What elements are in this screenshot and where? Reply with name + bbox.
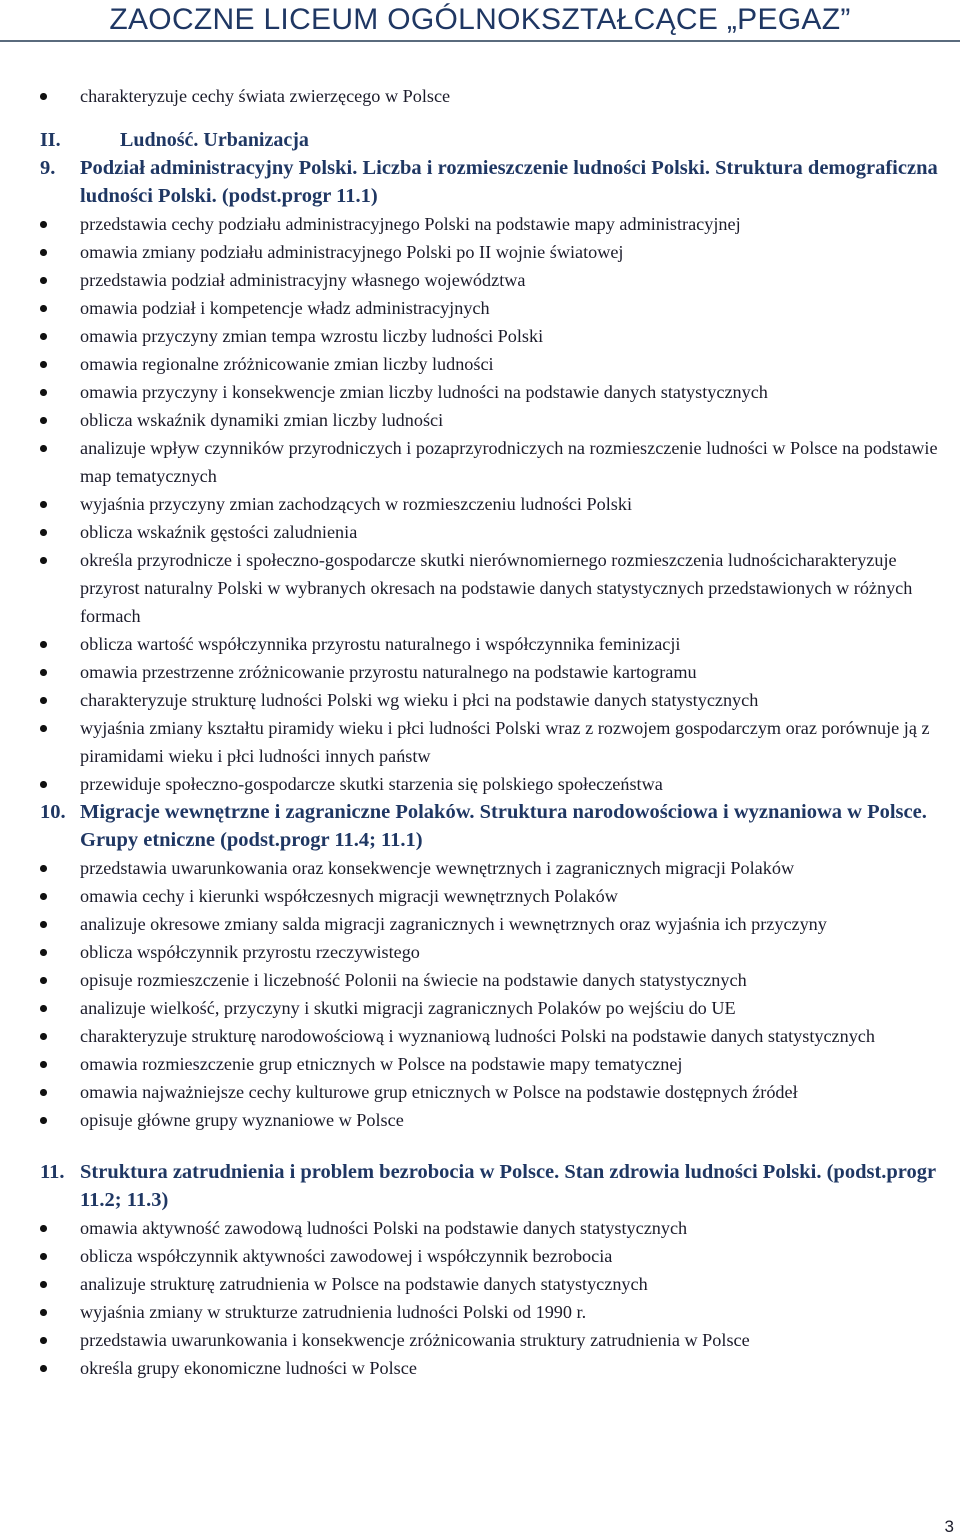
list-item: przedstawia uwarunkowania oraz konsekwencje wewnętrznych i zagranicznych migracji Polaków [0, 854, 960, 882]
section-number: 9. [40, 157, 56, 179]
list-item: omawia zmiany podziału administracyjnego Polski po II wojnie światowej [0, 238, 960, 266]
list-item: wyjaśnia zmiany w strukturze zatrudnienia ludności Polski od 1990 r. [0, 1298, 960, 1326]
section-number: 10. [40, 801, 66, 823]
list-item: opisuje rozmieszczenie i liczebność Polonii na świecie na podstawie danych statystycznych [0, 966, 960, 994]
part-title: Ludność. Urbanizacja [120, 129, 309, 151]
list-item: określa grupy ekonomiczne ludności w Polsce [0, 1354, 960, 1382]
list-item: omawia aktywność zawodową ludności Polski na podstawie danych statystycznych [0, 1214, 960, 1242]
list-item: przedstawia uwarunkowania i konsekwencje zróżnicowania struktury zatrudnienia w Polsce [0, 1326, 960, 1354]
list-item: wyjaśnia przyczyny zmian zachodzących w rozmieszczeniu ludności Polski [0, 490, 960, 518]
list-item: charakteryzuje strukturę ludności Polski wg wieku i płci na podstawie danych statystycznych [0, 686, 960, 714]
list-item: analizuje wpływ czynników przyrodniczych i pozaprzyrodniczych na rozmieszczenie ludności w Polsce na podstawie map tematycznych [0, 434, 960, 490]
document-content [0, 82, 960, 1382]
list-item: omawia regionalne zróżnicowanie zmian liczby ludności [0, 350, 960, 378]
section-heading-11 [0, 1158, 960, 1214]
page-number: 3 [944, 1517, 954, 1536]
list-item: określa przyrodnicze i społeczno-gospodarcze skutki nierównomiernego rozmieszczenia ludnościcharakteryzuje przyrost naturalny Polski w wybranych okresach na podstawie danych statystycznych przedstawionych w różnych formach [0, 546, 960, 630]
section-number: 11. [40, 1161, 65, 1183]
list-item: przewiduje społeczno-gospodarcze skutki starzenia się polskiego społeczeństwa [0, 770, 960, 798]
section-heading-9 [0, 154, 960, 210]
list-item: analizuje okresowe zmiany salda migracji zagranicznych i wewnętrznych oraz wyjaśnia ich przyczyny [0, 910, 960, 938]
list-item: oblicza wskaźnik gęstości zaludnienia [0, 518, 960, 546]
list-item: oblicza współczynnik aktywności zawodowej i współczynnik bezrobocia [0, 1242, 960, 1270]
section-10-list [0, 854, 960, 1134]
part-number: II. [40, 129, 61, 151]
list-item: omawia przyczyny i konsekwencje zmian liczby ludności na podstawie danych statystycznych [0, 378, 960, 406]
list-item: analizuje strukturę zatrudnienia w Polsce na podstawie danych statystycznych [0, 1270, 960, 1298]
list-item: oblicza współczynnik przyrostu rzeczywistego [0, 938, 960, 966]
part-heading [0, 126, 960, 154]
section-11-list [0, 1214, 960, 1382]
list-item: przedstawia cechy podziału administracyjnego Polski na podstawie mapy administracyjnej [0, 210, 960, 238]
list-item: omawia rozmieszczenie grup etnicznych w Polsce na podstawie mapy tematycznej [0, 1050, 960, 1078]
section-title: Struktura zatrudnienia i problem bezrobocia w Polsce. Stan zdrowia ludności Polski. (podst.progr 11.2; 11.3) [80, 1161, 936, 1211]
list-item: omawia cechy i kierunki współczesnych migracji wewnętrznych Polaków [0, 882, 960, 910]
list-item: omawia przestrzenne zróżnicowanie przyrostu naturalnego na podstawie kartogramu [0, 658, 960, 686]
list-item: opisuje główne grupy wyznaniowe w Polsce [0, 1106, 960, 1134]
intro-list [0, 82, 960, 110]
list-item: charakteryzuje strukturę narodowościową i wyznaniową ludności Polski na podstawie danych statystycznych [0, 1022, 960, 1050]
section-title: Podział administracyjny Polski. Liczba i rozmieszczenie ludności Polski. Struktura demograficzna ludności Polski. (podst.progr 11.1) [80, 157, 938, 207]
section-heading-10 [0, 798, 960, 854]
list-item: analizuje wielkość, przyczyny i skutki migracji zagranicznych Polaków po wejściu do UE [0, 994, 960, 1022]
list-item: oblicza wartość współczynnika przyrostu naturalnego i współczynnika feminizacji [0, 630, 960, 658]
list-item: charakteryzuje cechy świata zwierzęcego w Polsce [0, 82, 960, 110]
list-item: wyjaśnia zmiany kształtu piramidy wieku i płci ludności Polski wraz z rozwojem gospodarczym oraz porównuje ją z piramidami wieku i płci ludności innych państw [0, 714, 960, 770]
section-9-list [0, 210, 960, 798]
list-item: przedstawia podział administracyjny własnego województwa [0, 266, 960, 294]
list-item: omawia najważniejsze cechy kulturowe grup etnicznych w Polsce na podstawie dostępnych źródeł [0, 1078, 960, 1106]
list-item: omawia przyczyny zmian tempa wzrostu liczby ludności Polski [0, 322, 960, 350]
school-header: ZAOCZNE LICEUM OGÓLNOKSZTAŁCĄCE „PEGAZ” [0, 0, 960, 42]
list-item: oblicza wskaźnik dynamiki zmian liczby ludności [0, 406, 960, 434]
list-item: omawia podział i kompetencje władz administracyjnych [0, 294, 960, 322]
section-title: Migracje wewnętrzne i zagraniczne Polaków. Struktura narodowościowa i wyznaniowa w Polsce. Grupy etniczne (podst.progr 11.4; 11.1) [80, 801, 927, 851]
